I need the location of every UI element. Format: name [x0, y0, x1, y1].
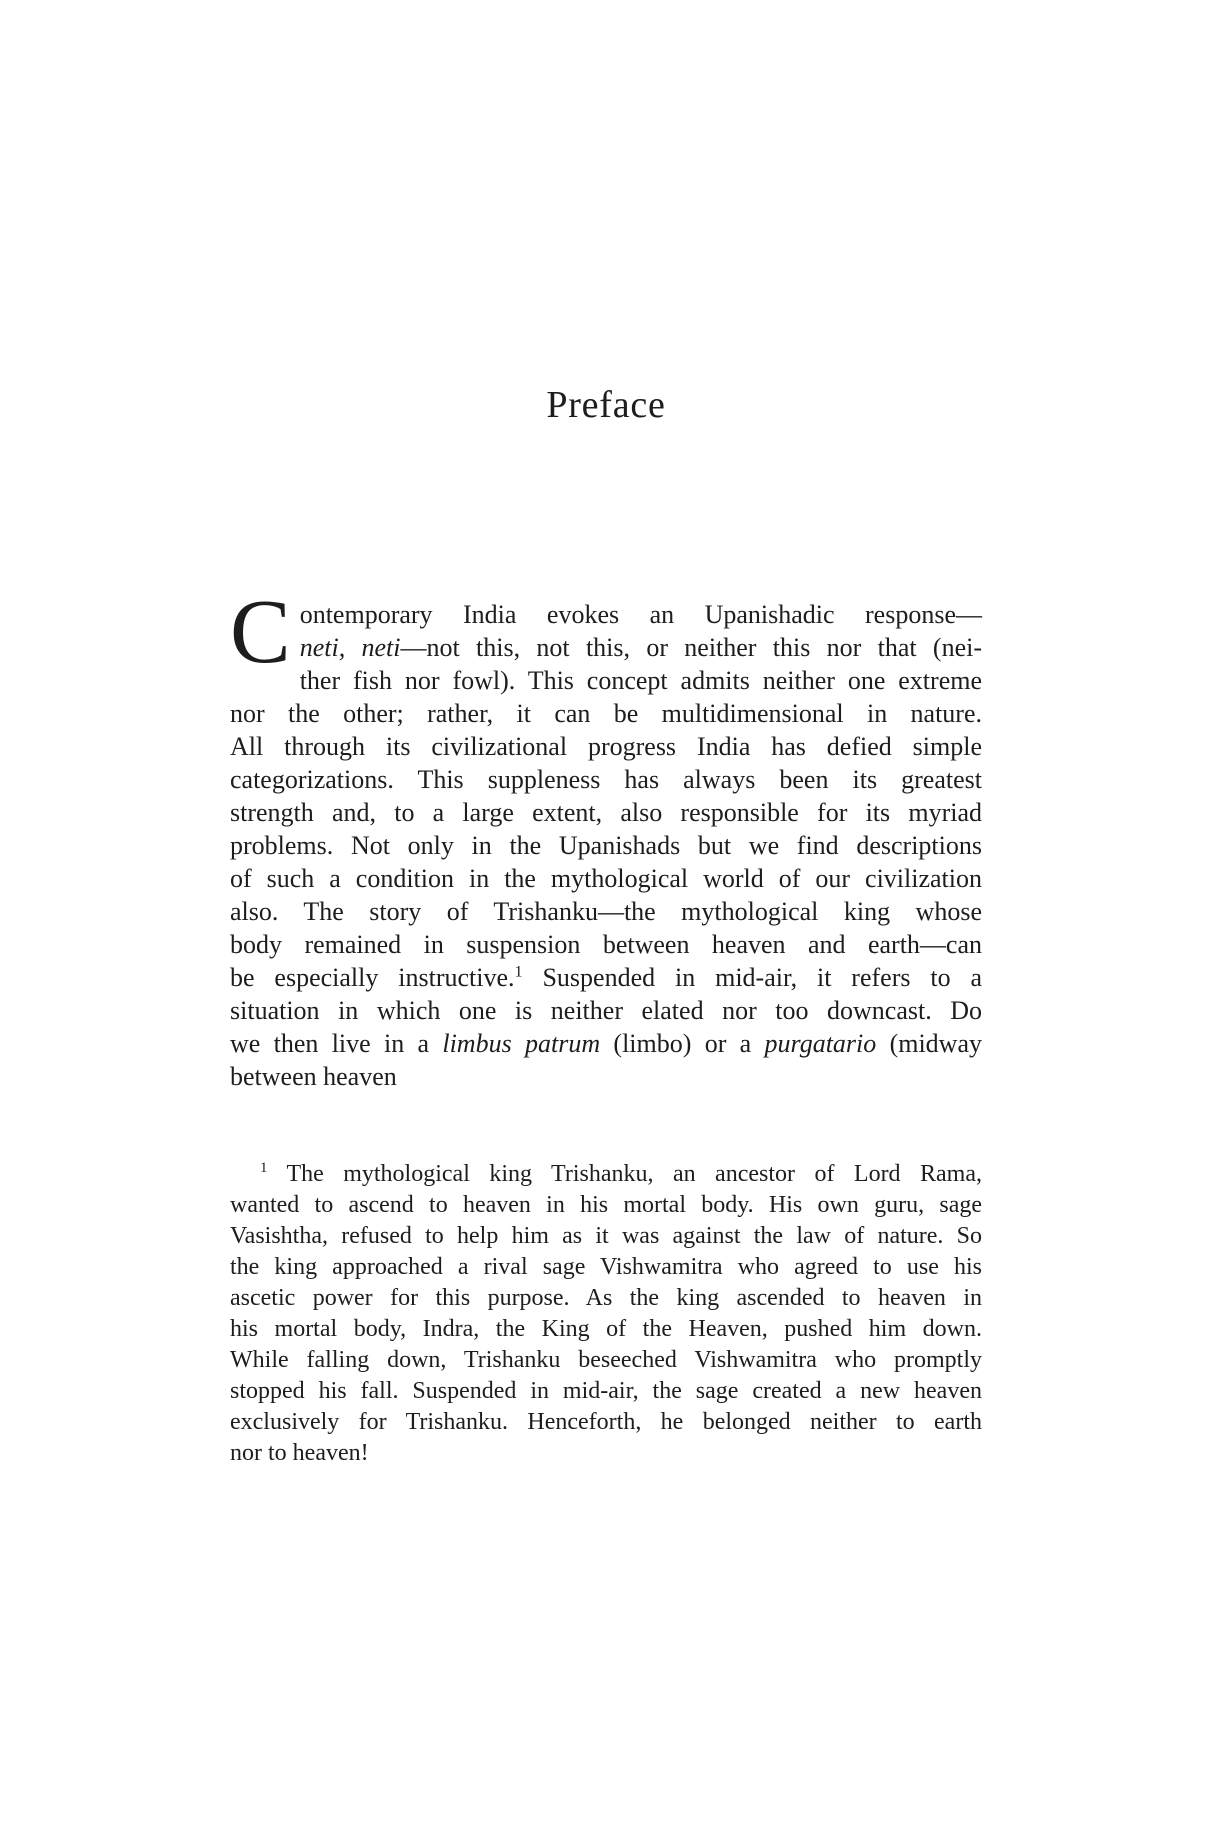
text-segment: also. The story of Trishanku—the mythological king whose	[230, 897, 982, 926]
text-segment: of such a condition in the mythological world of our civilization	[230, 864, 982, 893]
text-line	[230, 1345, 982, 1376]
text-line	[230, 1252, 982, 1283]
text-segment: All through its civilizational progress India has defied simple	[230, 732, 982, 761]
text-segment: Suspended in mid-air, it refers to a	[522, 963, 982, 992]
text-line	[230, 895, 982, 928]
text-line	[230, 1221, 982, 1252]
drop-cap: C	[230, 581, 291, 682]
text-line	[230, 796, 982, 829]
text-segment: exclusively for Trishanku. Henceforth, he belonged neither to earth	[230, 1409, 982, 1435]
text-line	[230, 1376, 982, 1407]
text-segment: stopped his fall. Suspended in mid-air, the sage created a new heaven	[230, 1378, 982, 1404]
text-line	[230, 1438, 982, 1469]
text-segment: ascetic power for this purpose. As the king ascended to heaven in	[230, 1285, 982, 1311]
text-line	[230, 829, 982, 862]
text-segment: the king approached a rival sage Vishwamitra who agreed to use his	[230, 1254, 982, 1280]
paragraph-lines	[230, 581, 982, 1093]
text-line	[230, 598, 982, 631]
footnote-marker: 1	[514, 963, 523, 981]
text-segment: While falling down, Trishanku beseeched Vishwamitra who promptly	[230, 1347, 982, 1373]
text-segment: problems. Not only in the Upanishads but we find descriptions	[230, 831, 982, 860]
text-segment: categorizations. This suppleness has always been its greatest	[230, 765, 982, 794]
text-segment: between heaven	[230, 1062, 397, 1091]
text-line	[230, 697, 982, 730]
text-segment: ontemporary India evokes an Upanishadic response—	[299, 600, 982, 629]
text-segment: The mythological king Trishanku, an ancestor of Lord Rama,	[267, 1161, 982, 1187]
footnote-marker: 1	[260, 1160, 268, 1176]
text-segment: nor to heaven!	[230, 1440, 369, 1466]
text-line	[230, 862, 982, 895]
text-line	[230, 763, 982, 796]
text-line	[230, 928, 982, 961]
text-line	[230, 1407, 982, 1438]
text-line	[230, 730, 982, 763]
text-line	[230, 1190, 982, 1221]
text-line	[230, 1027, 982, 1060]
text-line	[230, 1283, 982, 1314]
text-segment: his mortal body, Indra, the King of the Heaven, pushed him down.	[230, 1316, 982, 1342]
text-line	[230, 1060, 982, 1093]
text-segment: ther fish nor fowl). This concept admits neither one extreme	[299, 666, 982, 695]
page-title: Preface	[546, 384, 666, 426]
text-segment: —not this, not this, or neither this nor that (nei-	[400, 633, 982, 662]
preface-paragraph	[230, 581, 982, 1093]
text-segment: (midway	[876, 1029, 982, 1058]
text-segment: be especially instructive.	[230, 963, 515, 992]
text-line	[230, 1159, 982, 1190]
footnote-lines	[230, 1159, 982, 1469]
text-segment: we then live in a	[230, 1029, 443, 1058]
text-column	[230, 0, 982, 1469]
italic-text: neti, neti	[299, 633, 401, 662]
text-segment: strength and, to a large extent, also responsible for its myriad	[230, 798, 982, 827]
text-line	[230, 664, 982, 697]
text-segment: nor the other; rather, it can be multidimensional in nature.	[230, 699, 982, 728]
text-segment: wanted to ascend to heaven in his mortal body. His own guru, sage	[230, 1192, 982, 1218]
text-segment: Vasishtha, refused to help him as it was against the law of nature. So	[230, 1223, 982, 1249]
text-line	[230, 1314, 982, 1345]
footnote	[230, 1159, 982, 1469]
text-line	[230, 994, 982, 1027]
text-segment: situation in which one is neither elated nor too downcast. Do	[230, 996, 982, 1025]
text-segment: body remained in suspension between heaven and earth—can	[230, 930, 982, 959]
text-line	[230, 631, 982, 664]
italic-text: limbus patrum	[442, 1029, 601, 1058]
italic-text: purgatario	[764, 1029, 877, 1058]
text-segment: (limbo) or a	[600, 1029, 765, 1058]
text-line	[230, 961, 982, 994]
